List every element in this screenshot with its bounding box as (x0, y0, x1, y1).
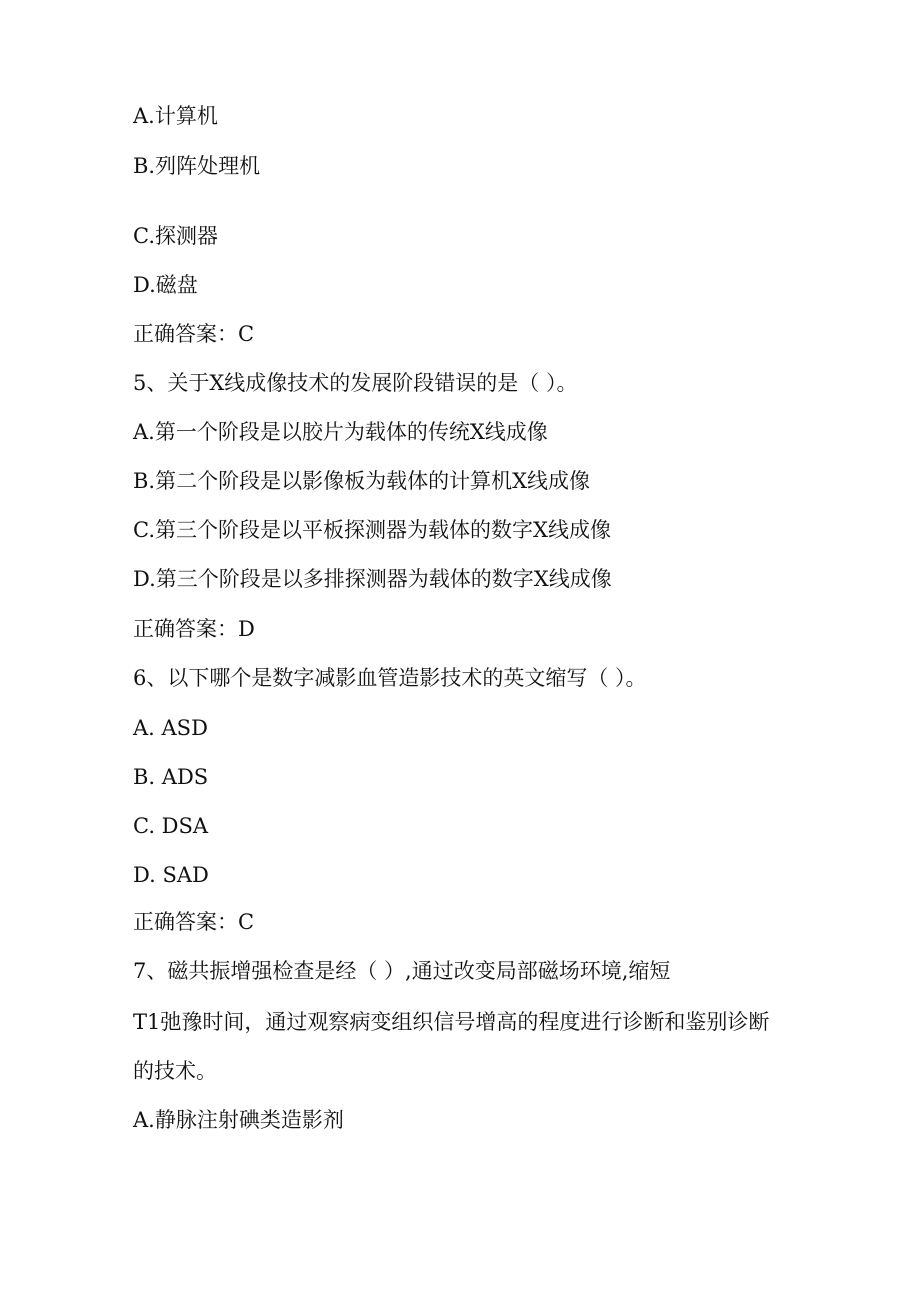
q4-option-a: A.计算机 (133, 104, 218, 128)
q5-option-d: D.第三个阶段是以多排探测器为载体的数字X线成像 (133, 567, 612, 591)
q5-option-b: B.第二个阶段是以影像板为载体的计算机X线成像 (133, 469, 591, 493)
q4-option-c: C.探测器 (133, 224, 218, 248)
q7-stem-line-2: T1弛豫时间，通过观察病变组织信号增高的程度进行诊断和鉴别诊断 (133, 1010, 770, 1034)
q7-stem-line-3: 的技术。 (133, 1059, 217, 1083)
q6-option-c: C. DSA (133, 814, 209, 838)
q6-option-b: B. ADS (133, 765, 209, 789)
q5-stem: 5、关于X线成像技术的发展阶段错误的是（ ）。 (133, 371, 578, 395)
q7-stem-line-1: 7、磁共振增强检查是经（ ）,通过改变局部磁场环境,缩短 (133, 959, 671, 983)
q6-option-a: A. ASD (133, 716, 208, 740)
q4-answer: 正确答案：C (133, 322, 255, 346)
q7-option-a: A.静脉注射碘类造影剂 (133, 1108, 344, 1132)
q4-option-d: D.磁盘 (133, 273, 198, 297)
q5-option-a: A.第一个阶段是以胶片为载体的传统X线成像 (133, 420, 548, 444)
q5-answer: 正确答案：D (133, 617, 255, 641)
q6-stem: 6、以下哪个是数字减影血管造影技术的英文缩写（ ）。 (133, 666, 647, 690)
q6-option-d: D. SAD (133, 863, 209, 887)
q5-option-c: C.第三个阶段是以平板探测器为载体的数字X线成像 (133, 518, 611, 542)
q6-answer: 正确答案：C (133, 910, 255, 934)
q4-option-b: B.列阵处理机 (133, 154, 261, 178)
